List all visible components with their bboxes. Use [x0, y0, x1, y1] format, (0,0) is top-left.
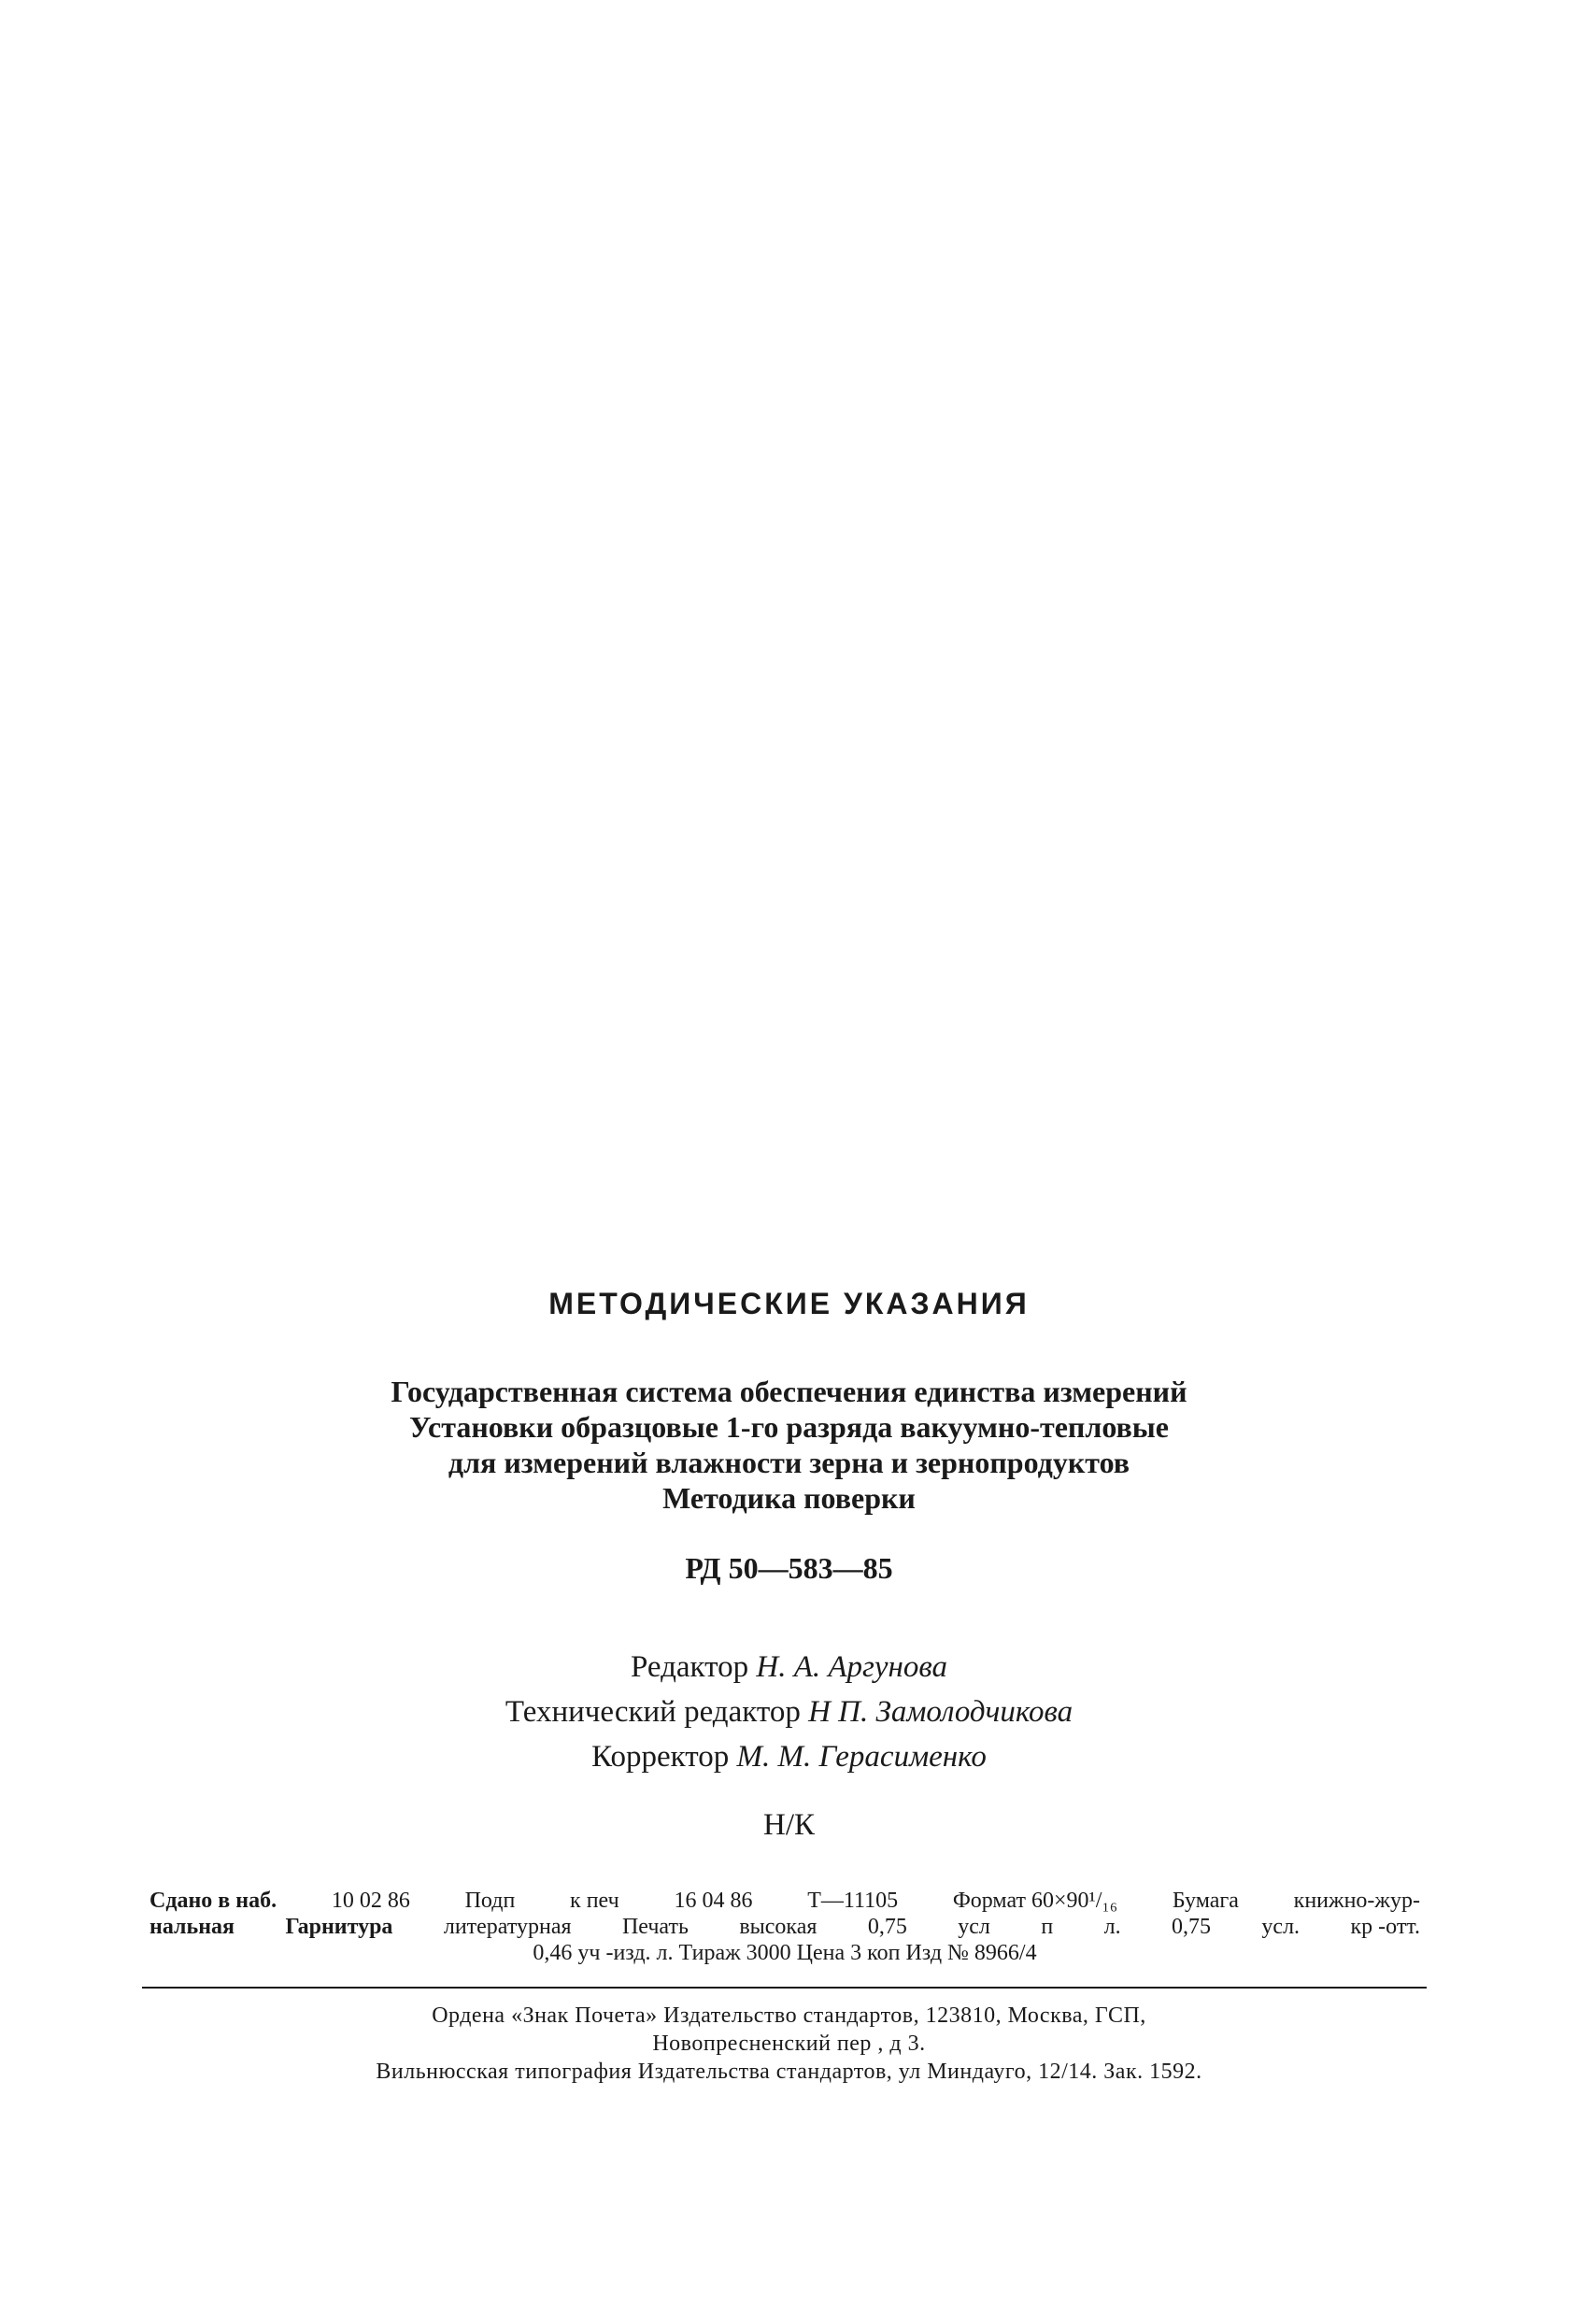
credit-name: Н П. Замолодчикова	[808, 1695, 1073, 1729]
credits-block	[0, 1645, 1578, 1779]
imprint-word: Бумага	[1172, 1889, 1239, 1913]
document-heading: МЕТОДИЧЕСКИЕ УКАЗАНИЯ	[548, 1287, 1030, 1320]
imprint-word: 16 04 86	[674, 1889, 753, 1913]
title-line: Установки образцовые 1-го разряда вакуумно-тепловые	[409, 1410, 1169, 1444]
imprint-word: л.	[1103, 1915, 1121, 1939]
imprint-word: усл	[958, 1915, 990, 1939]
imprint-word: нальная	[149, 1915, 235, 1939]
title-line: для измерений влажности зерна и зернопродуктов	[448, 1446, 1130, 1479]
title-line: Методика поверки	[662, 1481, 916, 1515]
credit-tech-editor	[0, 1690, 1578, 1734]
credit-role: Технический редактор	[505, 1695, 801, 1729]
imprint-word: 0,75	[1172, 1915, 1211, 1939]
imprint-word: 0,75	[867, 1915, 907, 1939]
imprint-word: Подп	[464, 1889, 516, 1913]
imprint-word: к печ	[570, 1889, 619, 1913]
imprint-line-2	[149, 1914, 1420, 1940]
imprint-word: усл.	[1261, 1915, 1301, 1939]
imprint-word: кр -отт.	[1350, 1915, 1420, 1939]
document-title	[0, 1374, 1578, 1516]
credit-role: Редактор	[630, 1650, 749, 1684]
credit-proofreader	[0, 1734, 1578, 1779]
imprint-word: высокая	[739, 1915, 817, 1939]
imprint-word: Гарнитура	[285, 1915, 393, 1939]
credit-name: Н. А. Аргунова	[756, 1650, 948, 1684]
credit-name: М. М. Герасименко	[736, 1740, 987, 1774]
publisher-line: Новопресненский пер , д 3.	[652, 2032, 926, 2056]
hk-mark: Н/К	[762, 1808, 815, 1842]
horizontal-rule	[142, 1987, 1427, 1989]
credit-editor	[0, 1645, 1578, 1690]
imprint-line-1	[149, 1888, 1420, 1914]
imprint-word: п	[1041, 1915, 1054, 1939]
imprint-word: Т—11105	[807, 1889, 899, 1913]
imprint-word: Сдано в наб.	[149, 1889, 277, 1913]
imprint-text: 0,46 уч -изд. л. Тираж 3000 Цена 3 коп Изд № 8966/4	[533, 1941, 1037, 1965]
publisher-line: Вильнюсская типография Издательства стандартов, ул Миндауго, 12/14. Зак. 1592.	[376, 2060, 1202, 2084]
publisher-line: Ордена «Знак Почета» Издательство стандартов, 123810, Москва, ГСП,	[432, 2003, 1146, 2028]
imprint-word: книжно-жур-	[1293, 1889, 1420, 1913]
imprint-word: 10 02 86	[331, 1889, 410, 1913]
document-code: РД 50—583—85	[685, 1551, 893, 1585]
publisher-block	[0, 2002, 1578, 2086]
credit-role: Корректор	[591, 1740, 730, 1774]
imprint-word: Печать	[621, 1915, 689, 1939]
imprint-word: Формат 60×90¹/₁₆	[952, 1889, 1118, 1913]
imprint-word: литературная	[443, 1915, 572, 1939]
imprint-line-3	[149, 1940, 1420, 1966]
imprint-block	[149, 1888, 1420, 1966]
title-line: Государственная система обеспечения единства измерений	[391, 1375, 1187, 1408]
